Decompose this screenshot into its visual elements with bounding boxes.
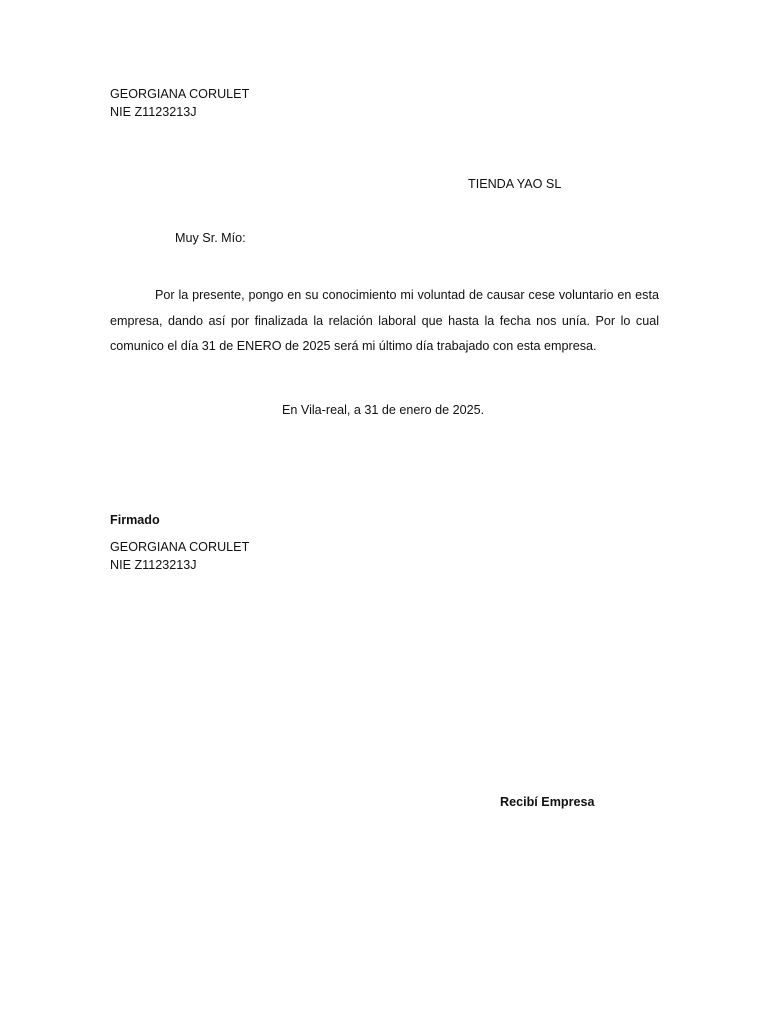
letter-body: Por la presente, pongo en su conocimiento mi voluntad de causar cese voluntario en esta empresa, dando así por finalizada la relación laboral que hasta la fecha nos unía. Por lo cual comunico el día 31 de ENERO de 2025 será mi último día trabajado con esta empresa.	[110, 288, 659, 353]
sender-block	[110, 85, 249, 121]
salutation: Muy Sr. Mío:	[175, 231, 246, 245]
receipt-label: Recibí Empresa	[500, 795, 595, 809]
place-date: En Vila-real, a 31 de enero de 2025.	[282, 403, 485, 417]
signer-name: GEORGIANA CORULET	[110, 540, 250, 554]
signed-label: Firmado	[110, 513, 160, 527]
signer-nie: NIE Z1123213J	[110, 558, 197, 572]
sender-nie: NIE Z1123213J	[110, 105, 197, 119]
signature-block	[110, 538, 249, 574]
sender-name: GEORGIANA CORULET	[110, 87, 250, 101]
recipient-company: TIENDA YAO SL	[468, 177, 562, 191]
